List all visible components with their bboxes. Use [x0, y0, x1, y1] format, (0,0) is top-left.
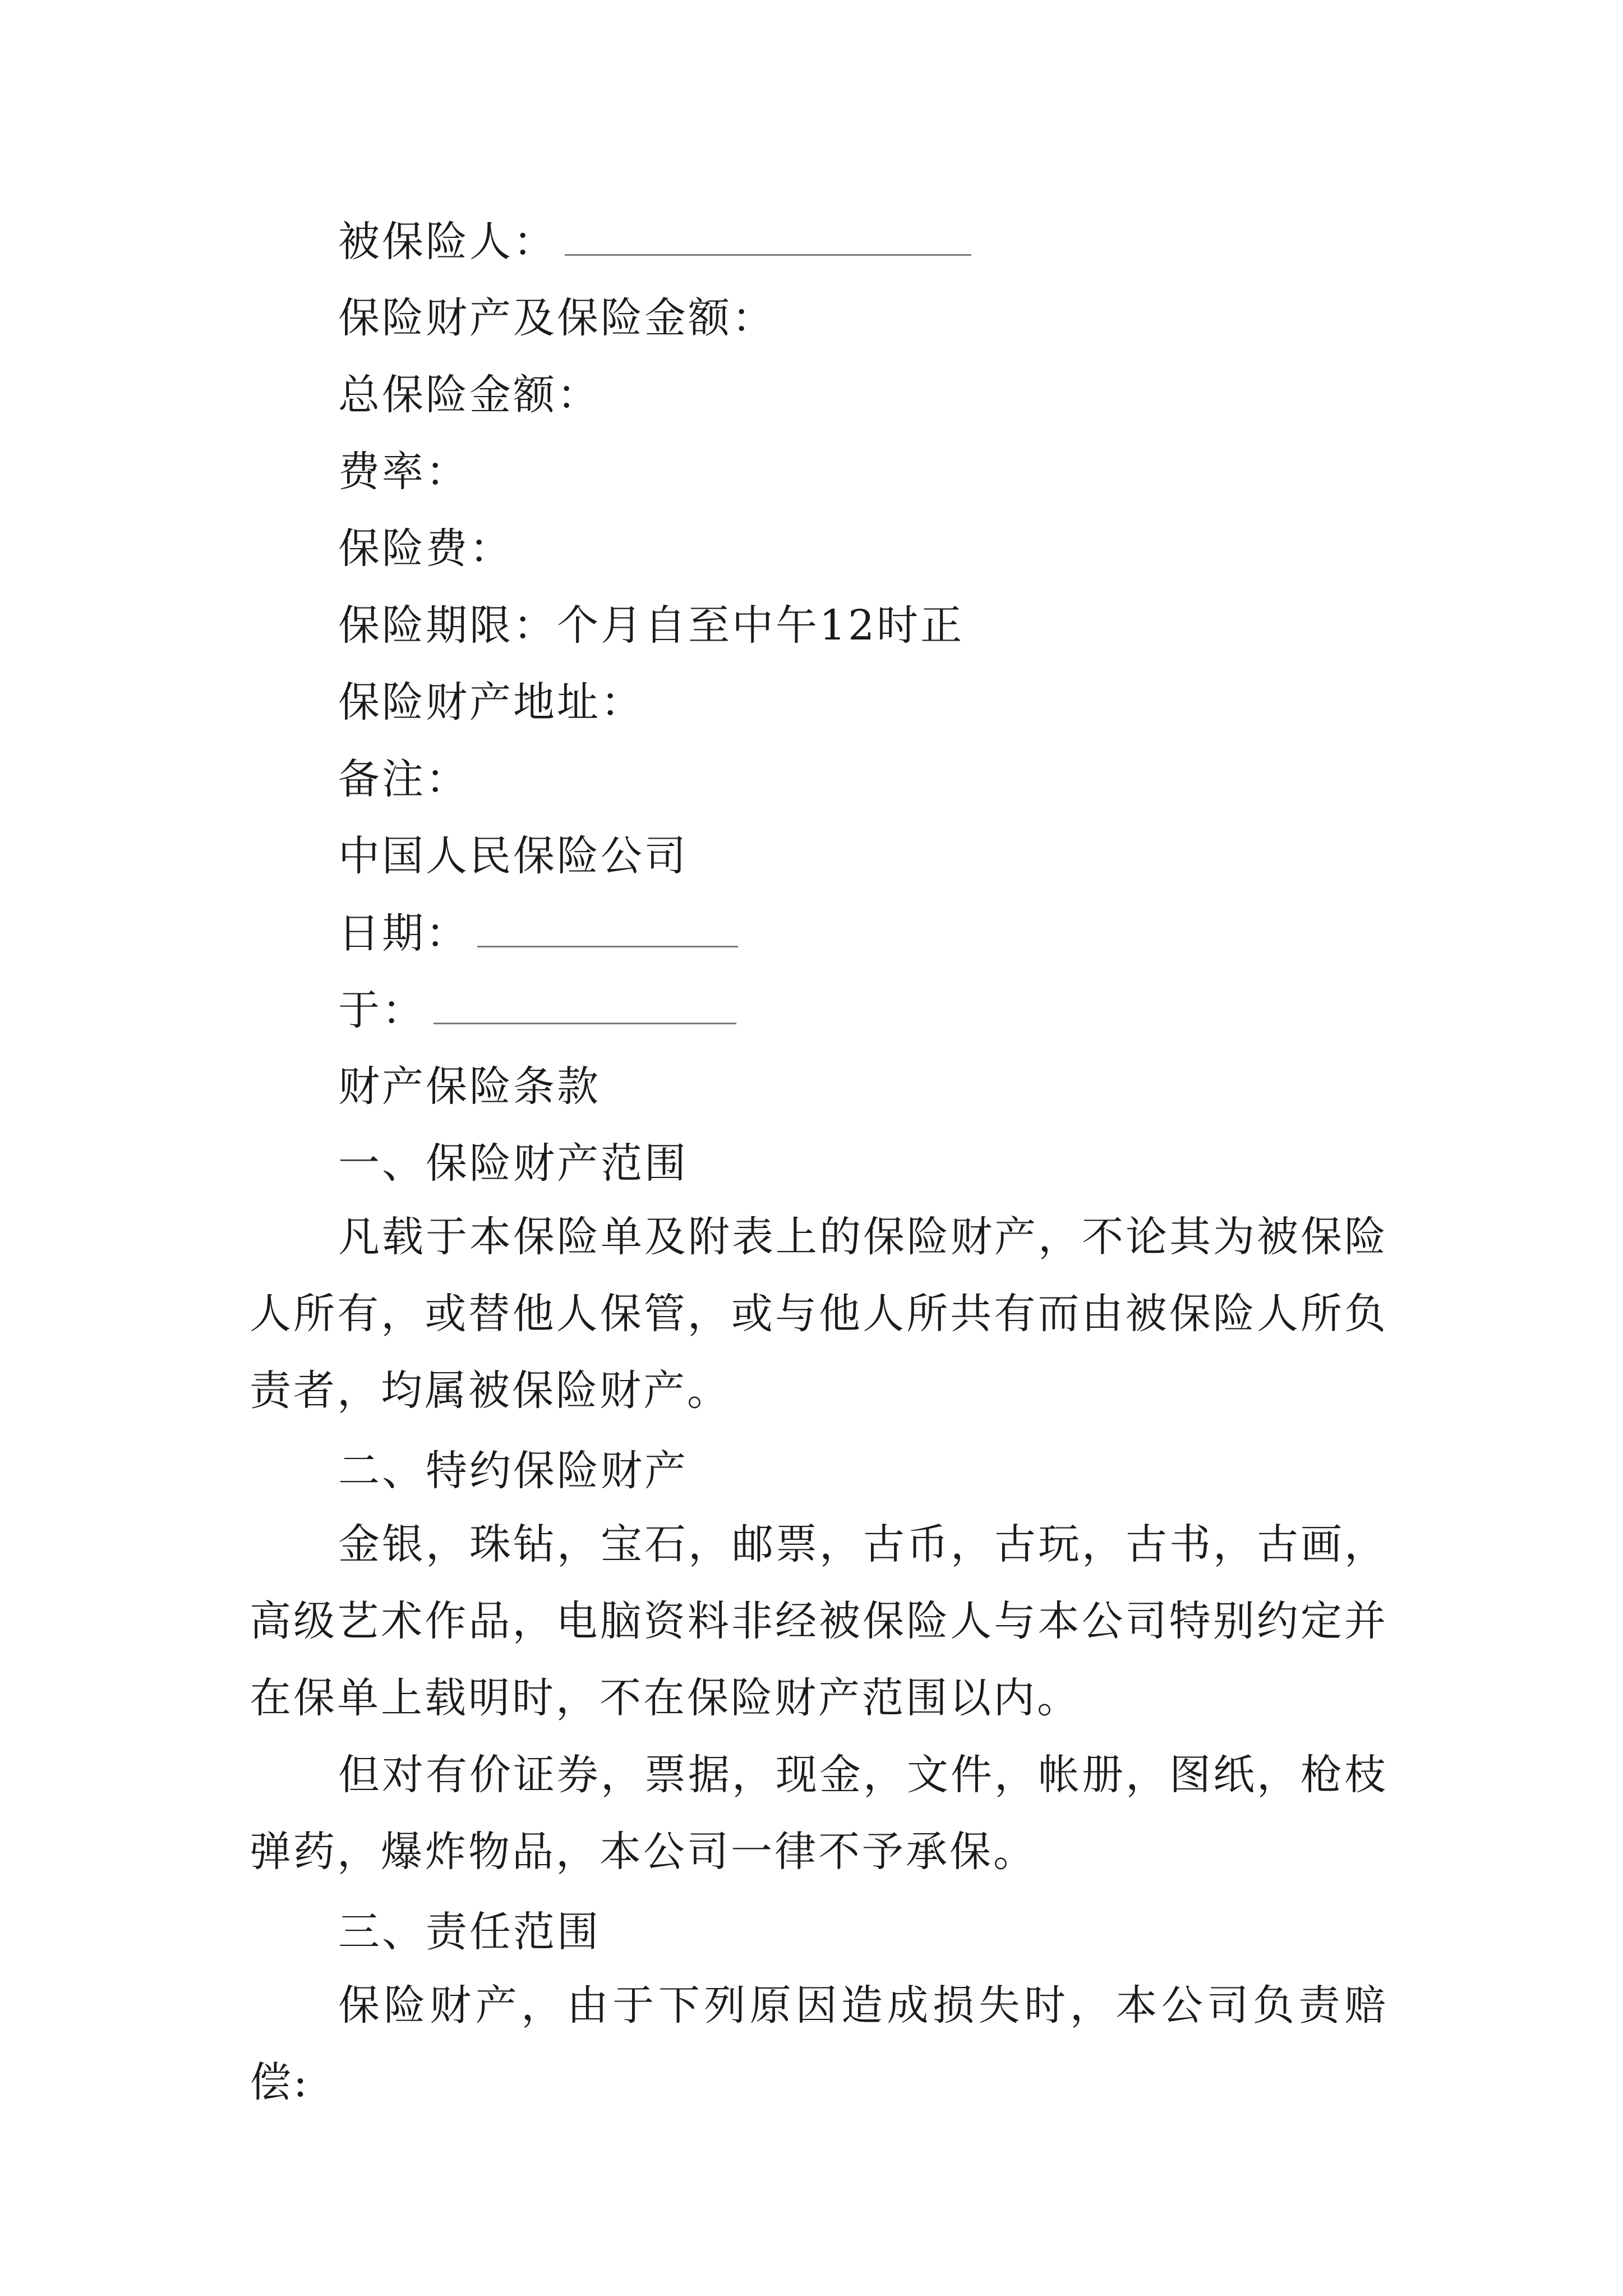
- insured-label: 被保险人：: [338, 218, 557, 266]
- insured-blank-line: [565, 220, 971, 256]
- property-and-amount-label: 保险财产及保险金额：: [338, 294, 776, 342]
- section1-paragraph: 凡载于本保险单及附表上的保险财产，不论其为被保险人所有，或替他人保管，或与他人所共有而由被保险人所负责者，均属被保险财产。: [250, 1213, 1388, 1415]
- place-label: 于：: [338, 986, 426, 1034]
- section1-heading: 一、保险财产范围: [338, 1139, 688, 1188]
- section2-paragraph-2: 但对有价证券，票据，现金，文件，帐册，图纸，枪枝弹药，爆炸物品，本公司一律不予承保。: [250, 1751, 1388, 1876]
- address-label: 保险财产地址：: [338, 678, 644, 726]
- date-blank-line: [477, 912, 738, 947]
- total-amount-label: 总保险金额：: [338, 371, 601, 419]
- place-field: [338, 986, 736, 1034]
- section2-paragraph-1: 金银，珠钻，宝石，邮票，古币，古玩，古书，古画，高级艺术作品，电脑资料非经被保险人与本公司特别约定并在保单上载明时，不在保险财产范围以内。: [250, 1520, 1388, 1722]
- date-field: [338, 909, 738, 958]
- section3-heading: 三、责任范围: [338, 1908, 601, 1956]
- remarks-label: 备注：: [338, 755, 469, 803]
- clauses-title: 财产保险条款: [338, 1062, 601, 1111]
- period-text: 保险期限：个月自至中午12时正: [338, 601, 965, 650]
- insured-field: [338, 218, 971, 266]
- place-blank-line: [434, 989, 736, 1024]
- rate-label: 费率：: [338, 448, 469, 496]
- section3-paragraph: 保险财产，由于下列原因造成损失时，本公司负责赔偿:: [250, 1981, 1388, 2106]
- company-name: 中国人民保险公司: [338, 832, 688, 880]
- premium-label: 保险费：: [338, 524, 513, 573]
- section2-heading: 二、特约保险财产: [338, 1447, 688, 1495]
- date-label: 日期：: [338, 909, 469, 958]
